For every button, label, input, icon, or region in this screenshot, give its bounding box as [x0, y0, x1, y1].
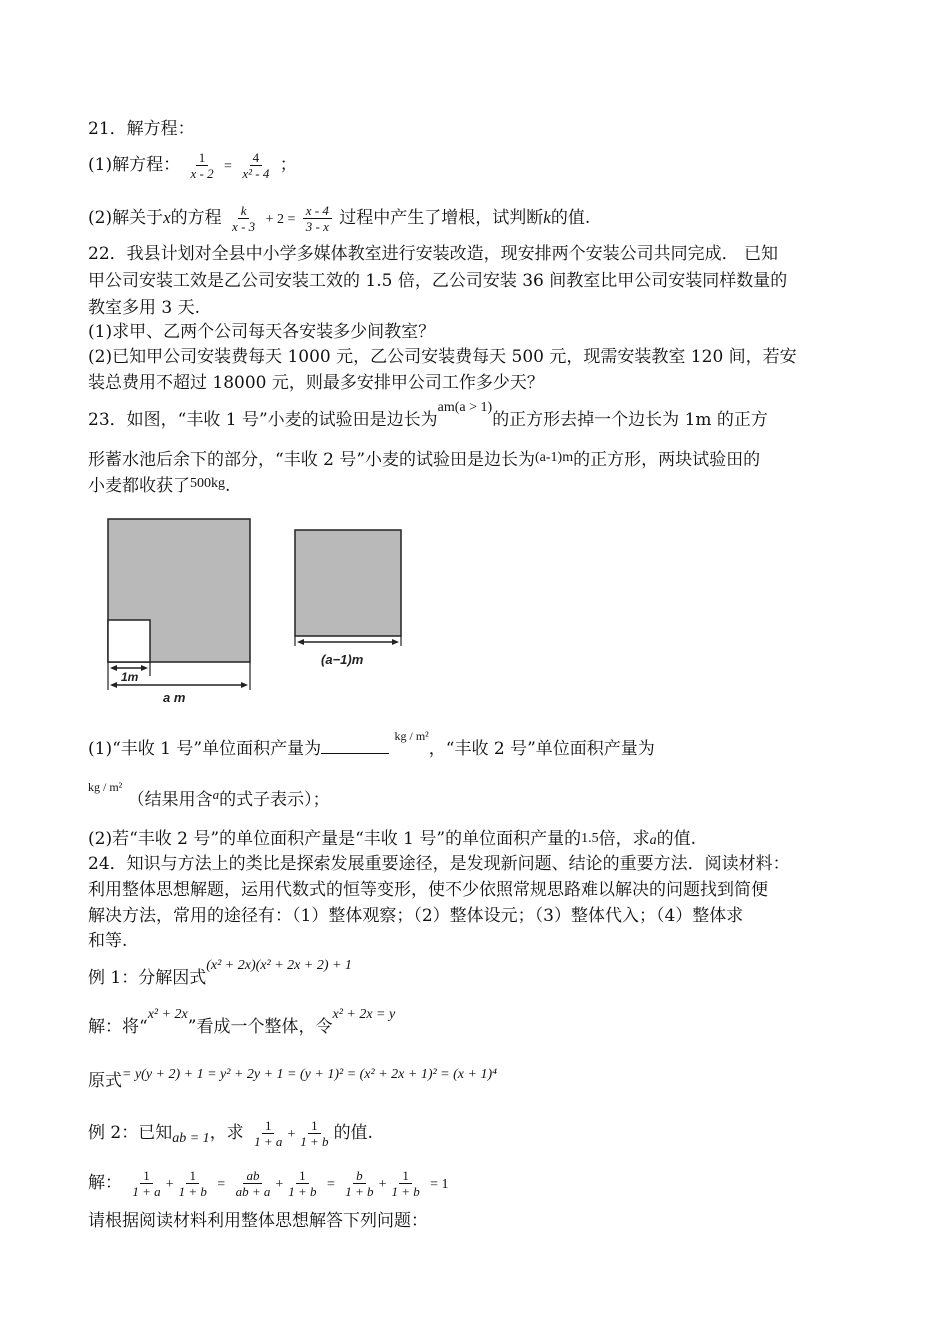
q23-part1-line-2 [88, 780, 330, 813]
q24-s2-plus-2: + [275, 1177, 284, 1192]
q23-l1-a: 23．如图，“丰收 1 号”小麦的试验田是边长为 [88, 410, 438, 430]
q24-ex2-math: ab = 1 [172, 1131, 210, 1146]
q24-ex2-c: 的值. [333, 1123, 373, 1143]
q23-p1-unit2: kg / m² [88, 780, 123, 794]
q24-sol1-math1: x² + 2x [147, 1007, 188, 1022]
q24-ex2-a: 例 2：已知 [88, 1123, 173, 1143]
arrow-a1m-left [297, 639, 304, 645]
label-a1m: (a−1)m [321, 652, 364, 667]
label-1m: 1m [121, 670, 139, 684]
q21-p1-suffix: ； [279, 155, 297, 175]
q21-title: 21．解方程： [88, 119, 195, 139]
q22-line-3: 教室多用 3 天. [88, 298, 201, 318]
q24-sol1-math2: x² + 2x = y [332, 1007, 396, 1022]
q24-s2-eq-3: = 1 [430, 1177, 449, 1192]
q24-s2-fraction-5: $\frac{b}{1 + b}$ [345, 1168, 374, 1199]
q24-s2-fraction-2: $\frac{1}{1 + b}$ [178, 1168, 207, 1199]
q23-l3-b: . [225, 476, 231, 496]
q24-example-1 [88, 958, 352, 992]
q21-part2 [88, 203, 590, 234]
q21-p2-end: 的值. [550, 208, 591, 228]
q24-s2-fraction-6: $\frac{1}{1 + b}$ [391, 1168, 420, 1199]
q22-line-2: 甲公司安装工效是乙公司安装工效的 1.5 倍，乙公司安装 36 间教室比甲公司安装同样数量的 [88, 271, 788, 291]
answer-blank-1[interactable] [321, 737, 389, 754]
arrow-1m-right [141, 665, 148, 671]
q24-s2-plus-1: + [165, 1177, 174, 1192]
q24-sol1-a: 解：将“ [88, 1017, 148, 1037]
q24-original-expression [88, 1069, 497, 1095]
q24-s2-fraction-1: $\frac{1}{1 + a}$ [132, 1168, 161, 1199]
q24-s2-plus-3: + [378, 1177, 387, 1192]
q21-p2-fraction-1: $\frac{k}{x - 3}$ [232, 203, 256, 234]
q22-line-6: 装总费用不超过 18000 元，则最多安排甲公司工作多少天？ [88, 373, 544, 393]
q23-p1-c: （结果用含 [127, 790, 213, 810]
arrow-am-left [110, 682, 117, 688]
q24-orig-math: = y(y + 2) + 1 = y² + 2y + 1 = (y + 1)² = (x² + 2x + 1)² = (x + 1)⁴ [122, 1067, 497, 1082]
q23-p1-unit: kg / m² [394, 729, 429, 743]
q23-l1-math: am(a > 1) [437, 400, 493, 415]
q23-p1-b: ，“丰收 2 号”单位面积产量为 [428, 739, 655, 759]
q24-sol1-b: ”看成一个整体，令 [187, 1017, 333, 1037]
q24-ex2-plus: + [287, 1127, 296, 1142]
q24-final-prompt: 请根据阅读材料利用整体思想解答下列问题： [88, 1211, 428, 1231]
q21-p1-eq: = [224, 159, 232, 174]
q21-p2-plus: + 2 = [265, 212, 296, 227]
q24-line-3: 解决方法，常用的途径有：（1）整体观察；（2）整体设元；（3）整体代入；（4）整体求 [88, 906, 744, 926]
q23-p2-c: 的值. [656, 829, 696, 849]
pond-square [108, 620, 150, 662]
q23-line-1 [88, 400, 768, 434]
q21-p2-fraction-2: $\frac{x - 4}{3 - x}$ [303, 203, 332, 234]
q23-l2-a: 形蓄水池后余下的部分，“丰收 2 号”小麦的试验田是边长为 [88, 450, 536, 470]
q24-example-2 [88, 1118, 373, 1149]
q24-line-4: 和等. [88, 931, 128, 951]
arrow-1m-left [110, 665, 117, 671]
q23-p2-a: (2)若“丰收 2 号”的单位面积产量是“丰收 1 号”的单位面积产量的 [88, 829, 582, 849]
q24-ex2-fraction-1: $\frac{1}{1 + a}$ [254, 1118, 283, 1149]
q21-p1-prefix: (1)解方程： [88, 155, 181, 175]
q23-p2-var: a [649, 833, 657, 848]
q24-ex2-fraction-2: $\frac{1}{1 + b}$ [300, 1118, 329, 1149]
q24-s2-fraction-3: $\frac{ab}{ab + a}$ [235, 1168, 271, 1199]
q23-line-3 [88, 474, 230, 500]
q24-line-1: 24．知识与方法上的类比是探索发展重要途径，是发现新问题、结论的重要方法．阅读材料： [88, 854, 790, 874]
q23-p2-num: 1.5 [581, 831, 599, 846]
q23-figure [0, 512, 950, 712]
q24-sol2-a: 解： [88, 1173, 122, 1193]
q22-line-1: 22．我县计划对全县中小学多媒体教室进行安装改造，现安排两个安装公司共同完成． 已知 [88, 244, 779, 264]
q23-l3-a: 小麦都收获了 [88, 476, 190, 496]
label-am: a m [163, 690, 186, 705]
q21-p1-fraction-1: $\frac{1}{x - 2}$ [190, 150, 214, 181]
q23-p1-d: 的式子表示）； [219, 790, 330, 810]
q24-s2-eq-1: = [217, 1177, 226, 1192]
q21-part1 [88, 150, 297, 181]
q23-part1-line-1 [88, 729, 655, 762]
q23-part2 [88, 827, 696, 853]
q22-line-5: (2)已知甲公司安装费每天 1000 元，乙公司安装费每天 500 元，现需安装教室 120 间，若安 [88, 347, 797, 367]
q21-p1-fraction-2: $\frac{4}{\text{x² - 4}}$ [242, 150, 270, 181]
q21-p2-k: k [543, 208, 551, 227]
q21-p2-var: x [163, 208, 171, 227]
q24-s2-fraction-4: $\frac{1}{1 + b}$ [288, 1168, 317, 1199]
q24-ex1-math: (x² + 2x)(x² + 2x + 2) + 1 [206, 958, 352, 973]
q24-solution-2 [88, 1168, 449, 1199]
q24-solution-1 [88, 1007, 396, 1041]
arrow-a1m-right [392, 639, 399, 645]
q23-line-2 [88, 448, 760, 474]
q24-line-2: 利用整体思想解题，运用代数式的恒等变形，使不少依照常规思路难以解决的问题找到简便 [88, 880, 768, 900]
q21-p2-prefix: (2)解关于 [88, 208, 164, 228]
q24-ex2-b: ，求 [209, 1123, 244, 1143]
q22-line-4: (1)求甲、乙两个公司每天各安装多少间教室？ [88, 322, 436, 342]
q23-p2-b: 倍，求 [598, 829, 650, 849]
q21-p2-mid: 的方程 [170, 208, 222, 228]
q23-l2-math: (a-1)m [535, 450, 574, 465]
arrow-am-right [241, 682, 248, 688]
q23-p1-var: a [212, 787, 220, 802]
q23-l1-b: 的正方形去掉一个边长为 1m 的正方 [492, 410, 768, 430]
q21-p2-suffix: 过程中产生了增根，试判断 [339, 208, 544, 228]
q24-orig-a: 原式 [88, 1071, 122, 1091]
q24-ex1-a: 例 1：分解因式 [88, 968, 207, 988]
field-2-square [295, 530, 401, 636]
q23-l2-b: 的正方形，两块试验田的 [573, 450, 761, 470]
q23-p1-a: (1)“丰收 1 号”单位面积产量为 [88, 739, 322, 759]
q23-l3-math: 500kg [190, 476, 225, 491]
q24-s2-eq-2: = [326, 1177, 335, 1192]
